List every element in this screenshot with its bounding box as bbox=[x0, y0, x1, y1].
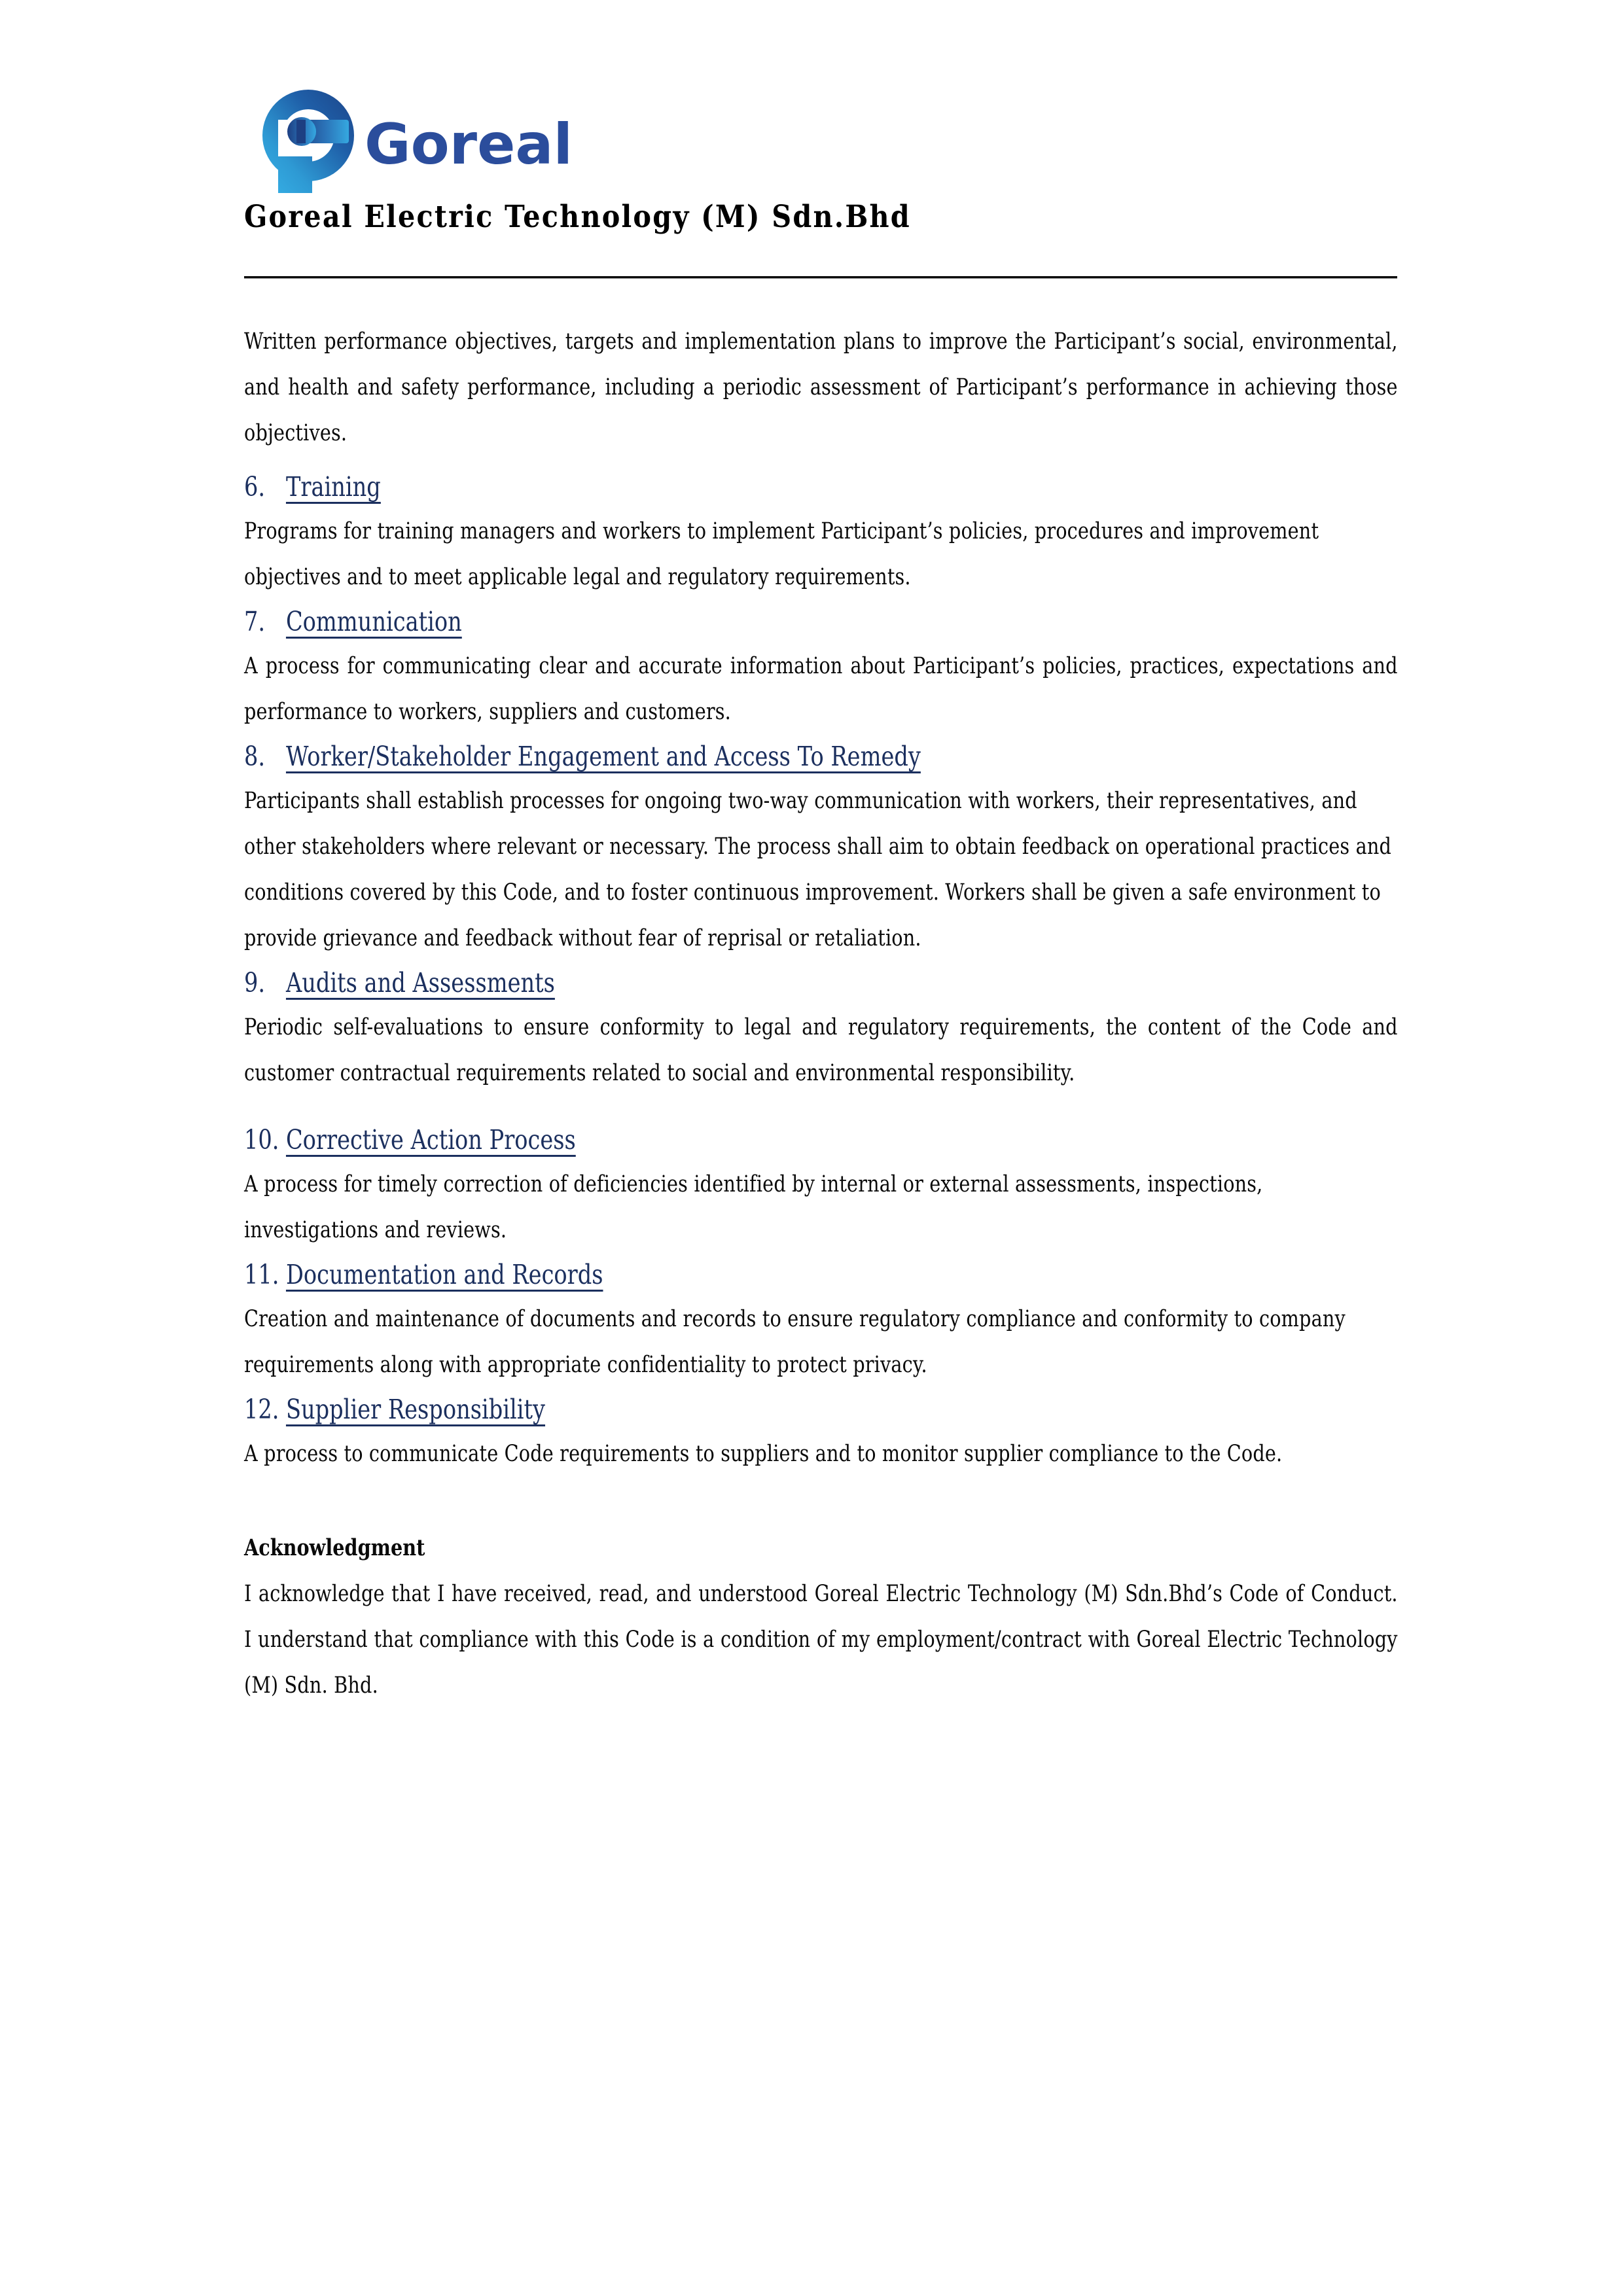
section-heading-6 bbox=[244, 465, 1398, 508]
section-body-9: Periodic self-evaluations to ensure conformity to legal and regulatory requirements, the content of the Code and customer contractual requirements related to social and environmental responsibility. bbox=[244, 1014, 1398, 1086]
section-body-11: Creation and maintenance of documents and records to ensure regulatory compliance and conformity to company requirements along with appropriate confidentiality to protect privacy. bbox=[244, 1306, 1346, 1378]
section-heading-11 bbox=[244, 1253, 1398, 1296]
logo-lockup bbox=[244, 73, 1397, 198]
company-name: Goreal Electric Technology (M) Sdn.Bhd bbox=[244, 199, 911, 235]
section-title-9: Audits and Assessments bbox=[285, 967, 555, 998]
section-title-8: Worker/Stakeholder Engagement and Access To Remedy bbox=[285, 741, 921, 772]
goreal-ring-logo-icon bbox=[259, 78, 358, 193]
goreal-wordmark: Goreal bbox=[365, 112, 573, 177]
section-heading-8 bbox=[244, 735, 1398, 778]
section-number-11: 11. bbox=[244, 1259, 279, 1290]
section-number-12: 12. bbox=[244, 1394, 279, 1425]
section-number-10: 10. bbox=[244, 1124, 279, 1156]
section-title-7: Communication bbox=[285, 606, 462, 637]
section-number-7: 7. bbox=[244, 606, 266, 637]
intro-paragraph: Written performance objectives, targets and implementation plans to improve the Participant’s social, environmental, and health and safety performance, including a periodic assessment of Participant’s performance in achieving those objectives. bbox=[244, 328, 1398, 446]
section-title-11: Documentation and Records bbox=[285, 1259, 603, 1290]
section-body-6: Programs for training managers and workers to implement Participant’s policies, procedures and improvement objectives and to meet applicable legal and regulatory requirements. bbox=[244, 518, 1319, 590]
acknowledgment-body: I acknowledge that I have received, read, and understood Goreal Electric Technology (M) Sdn.Bhd’s Code of Conduct. I understand that compliance with this Code is a condition of my employment/contract with Goreal Electric Technology (M) Sdn. Bhd. bbox=[244, 1581, 1398, 1699]
document-header bbox=[244, 73, 1397, 235]
section-heading-7 bbox=[244, 600, 1398, 643]
section-number-9: 9. bbox=[244, 967, 266, 998]
section-title-6: Training bbox=[285, 471, 381, 503]
section-number-6: 6. bbox=[244, 471, 266, 503]
section-title-12: Supplier Responsibility bbox=[285, 1394, 546, 1425]
section-heading-9 bbox=[244, 961, 1398, 1004]
section-number-8: 8. bbox=[244, 741, 266, 772]
header-divider bbox=[244, 276, 1397, 279]
section-body-8: Participants shall establish processes for ongoing two-way communication with workers, their representatives, and other stakeholders where relevant or necessary. The process shall aim to obtain feedback on operational practices and conditions covered by this Code, and to foster continuous improvement. Workers shall be given a safe environment to provide grievance and feedback without fear of reprisal or retaliation. bbox=[244, 788, 1392, 951]
section-heading-12 bbox=[244, 1388, 1398, 1431]
section-heading-10 bbox=[244, 1118, 1398, 1161]
section-body-12: A process to communicate Code requirements to suppliers and to monitor supplier compliance to the Code. bbox=[244, 1441, 1283, 1467]
document-body bbox=[244, 319, 1397, 1708]
acknowledgment-title: Acknowledgment bbox=[244, 1534, 425, 1561]
section-body-7: A process for communicating clear and accurate information about Participant’s policies, practices, expectations and performance to workers, suppliers and customers. bbox=[244, 653, 1398, 725]
section-title-10: Corrective Action Process bbox=[285, 1124, 576, 1156]
section-body-10: A process for timely correction of deficiencies identified by internal or external assessments, inspections, investigations and reviews. bbox=[244, 1171, 1263, 1243]
